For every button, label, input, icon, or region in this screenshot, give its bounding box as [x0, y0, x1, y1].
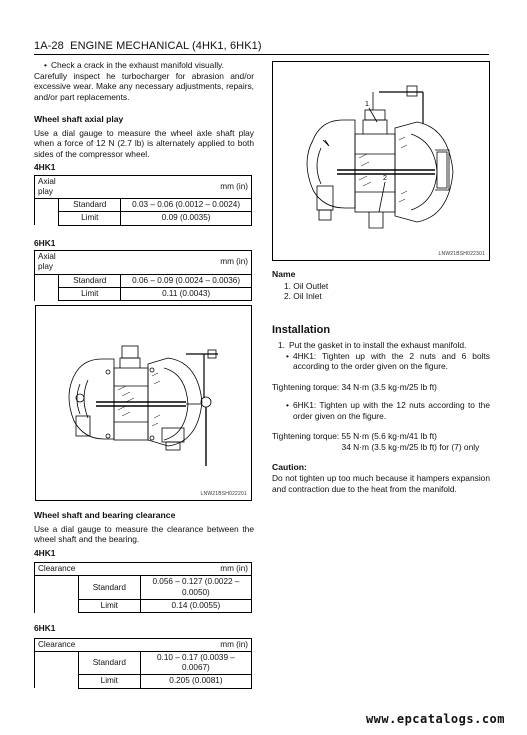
- sub-text: 4HK1: Tighten up with the 2 nuts and 6 bolts according to the order given on the figure.: [292, 350, 490, 372]
- table-unit: mm (in): [59, 175, 252, 199]
- axial-table-4hk1: [34, 175, 252, 226]
- figure-dial-gauge-axial: [35, 305, 252, 501]
- torque-value: 55 N·m (5.6 kg·m/41 lb ft): [341, 431, 437, 442]
- row-value: 0.056 – 0.127 (0.0022 – 0.0050): [140, 576, 251, 600]
- caution-heading: Caution:: [272, 462, 307, 473]
- table-row: [35, 274, 252, 287]
- axial-table-6hk1: [34, 250, 252, 301]
- clearance-heading: Wheel shaft and bearing clearance: [34, 510, 176, 520]
- callout-1: 1: [365, 101, 369, 108]
- table-label: Axial play: [35, 175, 59, 199]
- header-rule: [34, 54, 489, 55]
- install-sub-6hk1: [272, 400, 490, 421]
- install-step-1: [272, 340, 490, 351]
- row-name: Standard: [78, 651, 140, 675]
- row-value: 0.11 (0.0043): [121, 287, 252, 300]
- row-value: 0.10 – 0.17 (0.0039 – 0.0067): [140, 651, 251, 675]
- clearance-table-6hk1: [34, 638, 252, 689]
- figure-oil-ports: [272, 61, 490, 261]
- bullet-mark: •: [286, 350, 289, 361]
- section-number: 1A-28: [34, 40, 64, 52]
- engine-label-6hk1: 6HK1: [34, 237, 56, 248]
- name-list: [272, 281, 490, 302]
- row-value: 0.06 – 0.09 (0.0024 – 0.0036): [121, 274, 252, 287]
- bullet-mark: •: [44, 60, 47, 70]
- clearance-section: [34, 510, 254, 689]
- table-row: [35, 199, 252, 212]
- torque-values: [342, 431, 480, 452]
- table-row: [35, 651, 252, 675]
- figure-code: LNW21BSH022301: [438, 250, 485, 257]
- intro-paragraph: Carefully inspect he turbocharger for abrasion and/or excessive wear. Make any necessary adjustments, repairs, and/or part replacements.: [34, 70, 254, 102]
- torque-6hk1: [272, 431, 490, 452]
- row-name: Limit: [59, 287, 121, 300]
- bullet-mark: •: [286, 400, 289, 411]
- table-row: [35, 212, 252, 225]
- engine-label-4hk1: 4HK1: [34, 162, 56, 173]
- clearance-text: Use a dial gauge to measure the clearance between the wheel shaft and the bearing.: [34, 523, 254, 545]
- table-label: Axial play: [35, 251, 59, 275]
- caution-text: Do not tighten up too much because it hampers expansion and contraction due to the heat from the manifold.: [272, 473, 490, 494]
- right-column: [272, 269, 490, 494]
- name-item: 2. Oil Inlet: [284, 291, 322, 302]
- sub-text: 6HK1: Tighten up with the 12 nuts according to the order given on the figure.: [292, 400, 490, 421]
- torque-value: 34 N·m (3.5 kg·m/25 lb ft) for (7) only: [341, 441, 480, 452]
- torque-value: 34 N·m (3.5 kg·m/25 lb ft): [341, 381, 437, 392]
- row-value: 0.03 – 0.06 (0.0012 – 0.0024): [121, 199, 252, 212]
- watermark: www.epcatalogs.com: [365, 712, 505, 726]
- intro-bullet: [34, 60, 254, 71]
- row-value: 0.14 (0.0055): [140, 599, 251, 612]
- table-row: [35, 576, 252, 600]
- table-unit: mm (in): [78, 563, 251, 576]
- torque-label: Tightening torque:: [272, 381, 340, 392]
- torque-4hk1: [272, 382, 490, 393]
- turbocharger-dial-gauge-illustration: [36, 306, 251, 500]
- row-name: Limit: [78, 599, 140, 612]
- table-label: Clearance: [35, 563, 79, 576]
- row-name: Standard: [59, 274, 121, 287]
- section-title: ENGINE MECHANICAL (4HK1, 6HK1): [70, 40, 262, 52]
- row-name: Standard: [59, 199, 121, 212]
- table-row: [35, 675, 252, 688]
- row-value: 0.205 (0.0081): [140, 675, 251, 688]
- installation-title: Installation: [272, 323, 331, 336]
- table-row: [35, 599, 252, 612]
- turbocharger-oil-ports-illustration: [273, 62, 489, 260]
- torque-label: Tightening torque:: [272, 431, 340, 442]
- row-name: Limit: [59, 212, 121, 225]
- bullet-text: Check a crack in the exhaust manifold visually.: [50, 60, 224, 70]
- clearance-table-4hk1: [34, 562, 252, 613]
- engine-label-6hk1: 6HK1: [34, 623, 56, 634]
- page-header: [34, 40, 262, 54]
- figure-code: LNW21BSH022201: [200, 490, 247, 497]
- install-sub-4hk1: [272, 351, 490, 372]
- engine-label-4hk1: 4HK1: [34, 547, 56, 558]
- table-row: [35, 287, 252, 300]
- left-column: [34, 60, 254, 301]
- name-item: 1. Oil Outlet: [284, 280, 329, 291]
- table-unit: mm (in): [78, 638, 251, 651]
- callout-2: 2: [383, 175, 387, 182]
- row-value: 0.09 (0.0035): [121, 212, 252, 225]
- name-heading: Name: [272, 269, 296, 279]
- row-name: Standard: [78, 576, 140, 600]
- step-number: 1.: [278, 340, 285, 351]
- table-unit: mm (in): [59, 251, 252, 275]
- axial-heading: Wheel shaft axial play: [34, 114, 124, 124]
- row-name: Limit: [78, 675, 140, 688]
- step-text: Put the gasket in to install the exhaust manifold.: [289, 340, 467, 351]
- table-label: Clearance: [35, 638, 79, 651]
- axial-text: Use a dial gauge to measure the wheel axle shaft play when a force of 12 N (2.7 lb) is alternately applied to both sides of the compressor wheel.: [34, 127, 254, 159]
